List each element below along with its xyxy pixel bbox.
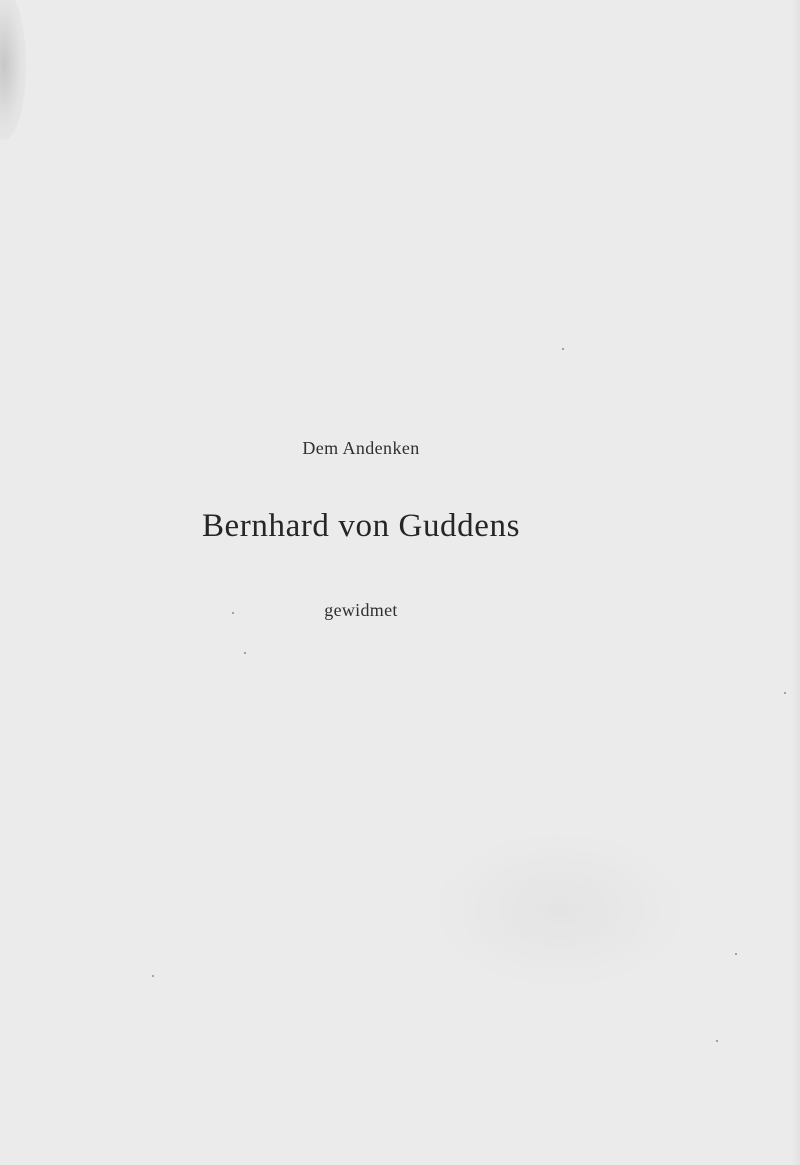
show-through-bleed <box>430 830 690 990</box>
dedication-name: Bernhard von Guddens <box>201 508 521 544</box>
page-edge-shadow <box>792 0 800 1165</box>
paper-speck <box>716 1040 718 1042</box>
scan-shadow <box>0 0 26 140</box>
paper-speck <box>562 348 564 350</box>
dedication-intro: Dem Andenken <box>302 438 420 458</box>
paper-speck <box>152 975 154 977</box>
dedication-closing: gewidmet <box>324 600 398 620</box>
paper-speck <box>735 953 737 955</box>
paper-speck <box>784 692 786 694</box>
paper-speck <box>244 652 246 654</box>
